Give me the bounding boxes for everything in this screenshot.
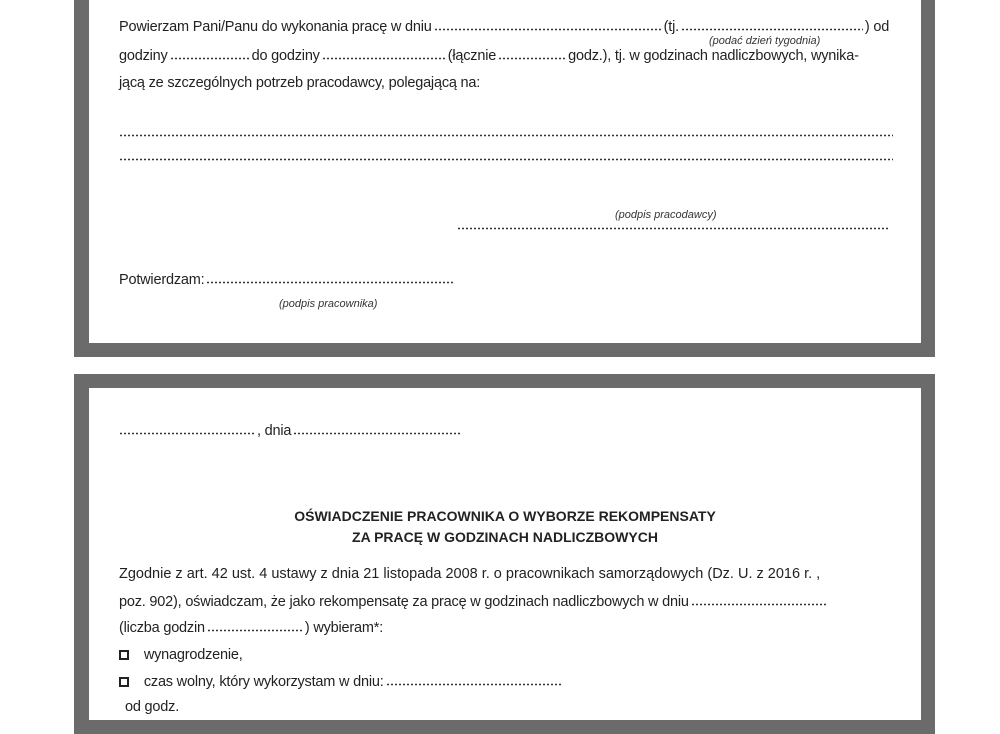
total-hours-fill-line[interactable] [498,57,566,60]
godziny-label: godziny [119,48,168,64]
weekday-caption: (podać dzień tygodnia) [709,35,821,47]
weekday-fill-line[interactable] [681,28,863,31]
employee-card-frame [74,374,935,734]
option-time-off[interactable] [119,674,564,690]
partial-line-from-hour: od godz. [125,699,180,715]
assignment-line-1 [119,19,889,35]
employee-signature-caption: (podpis pracownika) [279,298,378,310]
statement-paragraph-line-1: Zgodnie z art. 42 ust. 4 ustawy z dnia 21 listopada 2008 r. o pracownikach samorządowych (Dz. U. z 2016 r. , [119,566,821,582]
time-off-label: czas wolny, który wykorzystam w dniu: [143,674,384,690]
date-fill-line[interactable] [434,28,662,31]
do-godziny-label: do godziny [251,48,320,64]
time-off-date-fill-line[interactable] [386,683,562,686]
hours-fill-line[interactable] [207,629,303,632]
assignment-line-2 [119,48,859,64]
paragraph-text: poz. 902), oświadczam, że jako rekompensatę za pracę w godzinach nadliczbowych w dniu [119,594,689,610]
confirm-line [119,272,456,288]
employer-signature-caption: (podpis pracodawcy) [615,209,717,221]
employer-card [89,0,921,343]
employee-card [89,388,921,720]
overtime-text: godz.), tj. w godzinach nadliczbowych, wynika- [568,48,859,64]
tj-label: (tj. [663,19,679,35]
lacznie-label: (łącznie [447,48,497,64]
from-hour-fill-line[interactable] [170,57,250,60]
option-wage[interactable] [119,647,243,663]
statement-title-line-2: ZA PRACĘ W GODZINACH NADLICZBOWYCH [352,529,658,545]
employee-signature-line[interactable] [206,281,454,284]
wage-checkbox[interactable] [119,650,129,660]
assignment-text: Powierzam Pani/Panu do wykonania pracę w dniu [119,19,432,35]
time-off-checkbox[interactable] [119,677,129,687]
dnia-label: , dnia [257,423,292,439]
description-fill-line-1[interactable] [119,124,893,142]
statement-paragraph-line-2 [119,594,829,610]
description-fill-line-2[interactable] [119,148,893,166]
employer-card-frame [74,0,935,357]
place-date-line [119,423,463,439]
statement-paragraph-line-3 [119,620,383,636]
to-hour-fill-line[interactable] [322,57,446,60]
hours-label: (liczba godzin [119,620,205,636]
assignment-line-3: jącą ze szczególnych potrzeb pracodawcy, polegającą na: [119,75,481,91]
statement-title-line-1: OŚWIADCZENIE PRACOWNIKA O WYBORZE REKOMPENSATY [294,508,716,524]
overtime-date-fill-line[interactable] [691,603,827,606]
od-label: ) od [864,19,890,35]
place-fill-line[interactable] [119,432,255,435]
choice-label: ) wybieram*: [304,620,384,636]
wage-label: wynagrodzenie, [143,647,243,663]
confirm-label: Potwierdzam: [119,272,205,288]
date-fill-line[interactable] [293,432,461,435]
